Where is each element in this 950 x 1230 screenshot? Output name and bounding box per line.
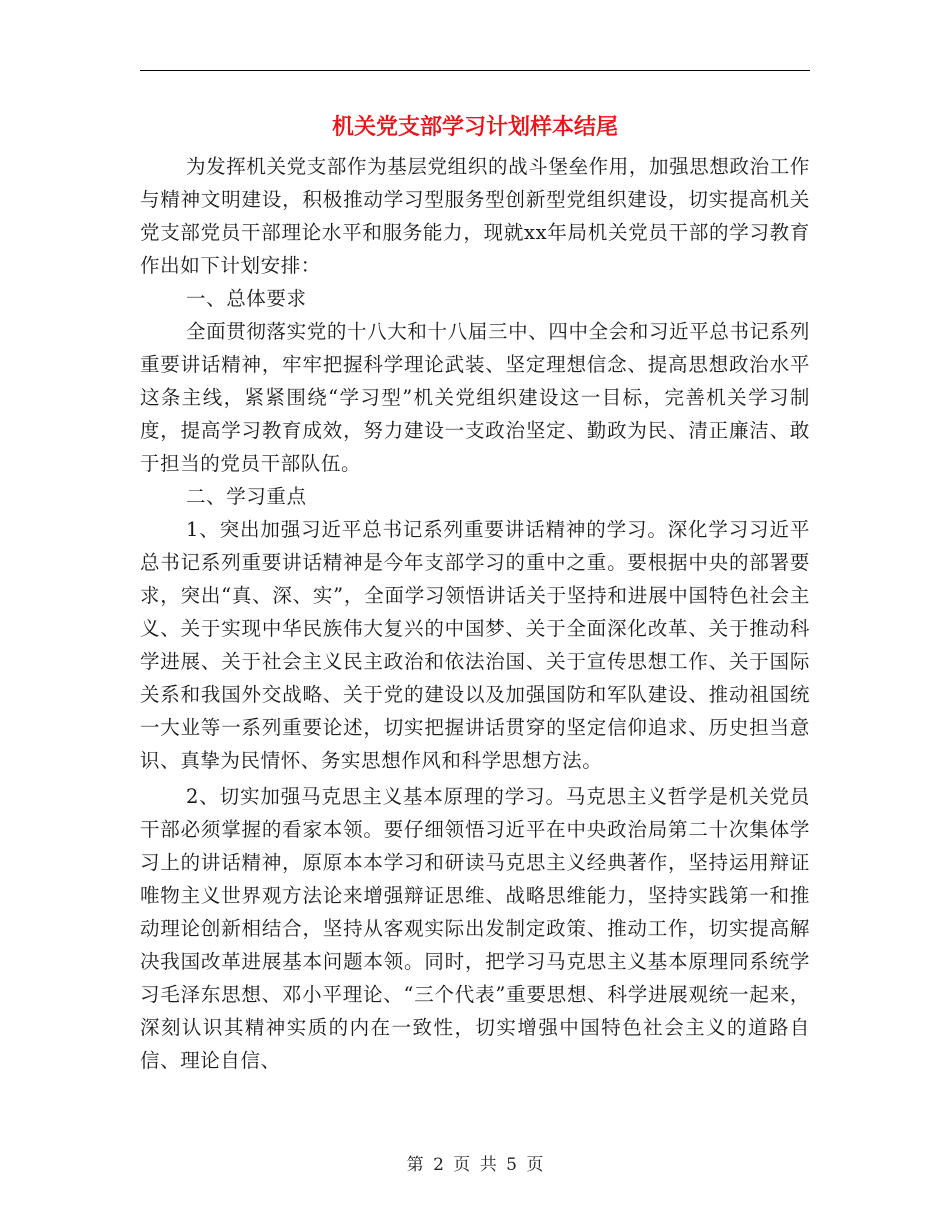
study-focus-item-2: 2、切实加强马克思主义基本原理的学习。马克思主义哲学是机关党员干部必须掌握的看家本领。要仔细领悟习近平在中央政治局第二十次集体学习上的讲话精神，原原本本学习和研读马克思主义经典著作，坚持运用辩证唯物主义世界观方法论来增强辩证思维、战略思维能力，坚持实践第一和推动理论创新相结合，坚持从客观实际出发制定政策、推动工作，切实提高解决我国改革进展基本问题本领。同时，把学习马克思主义基本原理同系统学习毛泽东思想、邓小平理论、“三个代表”重要思想、科学进展观统一起来，深刻认识其精神实质的内在一致性，切实增强中国特色社会主义的道路自信、理论自信、 <box>140 785 810 1072</box>
page-number-footer: 第 2 页 共 5 页 <box>406 1155 544 1175</box>
intro-paragraph: 为发挥机关党支部作为基层党组织的战斗堡垒作用，加强思想政治工作与精神文明建设，积极推动学习型服务型创新型党组织建设，切实提高机关党支部党员干部理论水平和服务能力，现就xx年局机关党员干部的学习教育作出如下计划安排： <box>140 155 810 277</box>
section-heading-study-focus: 二、学习重点 <box>186 485 307 508</box>
general-requirements-paragraph: 全面贯彻落实党的十八大和十八届三中、四中全会和习近平总书记系列重要讲话精神，牢牢把握科学理论武装、坚定理想信念、提高思想政治水平这条主线，紧紧围绕“学习型”机关党组织建设这一目标，完善机关学习制度，提高学习教育成效，努力建设一支政治坚定、勤政为民、清正廉洁、敢于担当的党员干部队伍。 <box>140 320 810 475</box>
study-focus-item-1: 1、突出加强习近平总书记系列重要讲话精神的学习。深化学习习近平总书记系列重要讲话精神是今年支部学习的重中之重。要根据中央的部署要求，突出“真、深、实”，全面学习领悟讲话关于坚持和进展中国特色社会主义、关于实现中华民族伟大复兴的中国梦、关于全面深化改革、关于推动科学进展、关于社会主义民主政治和依法治国、关于宣传思想工作、关于国际关系和我国外交战略、关于党的建设以及加强国防和军队建设、推动祖国统一大业等一系列重要论述，切实把握讲话贯穿的坚定信仰追求、历史担当意识、真挚为民情怀、务实思想作风和科学思想方法。 <box>140 518 810 772</box>
document-body <box>140 150 810 1077</box>
section-heading-general-requirements: 一、总体要求 <box>186 287 307 310</box>
header-rule <box>140 70 810 71</box>
document-title: 机关党支部学习计划样本结尾 <box>331 114 618 140</box>
